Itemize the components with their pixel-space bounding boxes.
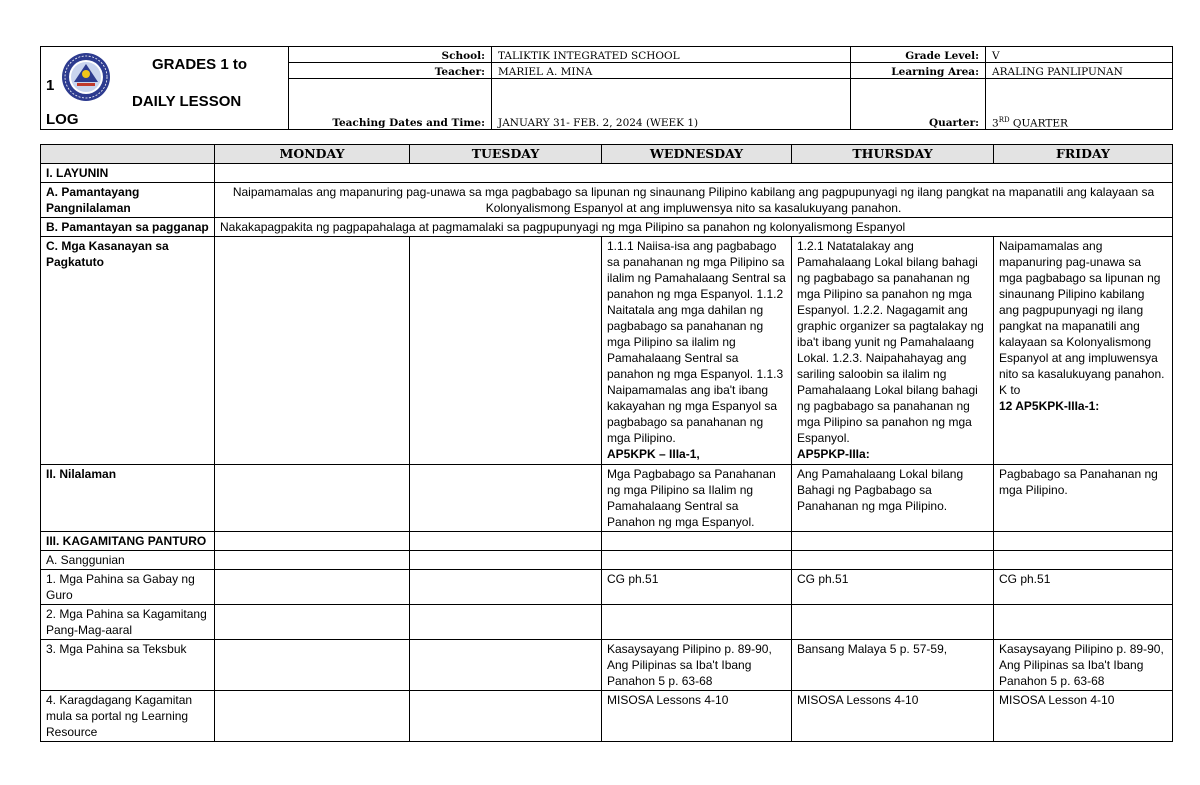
kasanayan-wednesday-code: AP5KPK – IIIa-1, (607, 447, 700, 461)
pamantayan-pagganap-row (41, 218, 1173, 237)
karagdagang-kagamitan-row (41, 691, 1173, 742)
teacher-value: MARIEL A. MINA (492, 63, 851, 79)
corner-cell (41, 145, 215, 164)
deped-seal-logo (61, 52, 111, 102)
nilalaman-row (41, 465, 1173, 532)
logo-title-cell (41, 47, 289, 130)
day-monday: MONDAY (215, 145, 410, 164)
kasanayan-tuesday (410, 237, 602, 465)
layunin-label: I. LAYUNIN (41, 164, 215, 183)
nilalaman-friday: Pagbabago sa Panahanan ng mga Pilipino. (994, 465, 1173, 532)
kasanayan-label: C. Mga Kasanayan sa Pagkatuto (41, 237, 215, 465)
kagamitang-mag-aaral-label: 2. Mga Pahina sa Kagamitang Pang-Mag-aaral (41, 605, 215, 640)
teacher-label: Teacher: (289, 63, 492, 79)
teksbuk-friday: Kasaysayang Pilipino p. 89-90, Ang Pilipinas sa Iba't Ibang Panahon 5 p. 63-68 (994, 640, 1173, 691)
day-thursday: THURSDAY (792, 145, 994, 164)
day-wednesday: WEDNESDAY (602, 145, 792, 164)
sanggunian-row (41, 551, 1173, 570)
teaching-dates-value: JANUARY 31- FEB. 2, 2024 (WEEK 1) (492, 79, 851, 130)
kasanayan-friday (994, 237, 1173, 465)
kagamitan-label: III. KAGAMITANG PANTURO (41, 532, 215, 551)
layunin-row (41, 164, 1173, 183)
karagdagang-kagamitan-wednesday: MISOSA Lessons 4-10 (602, 691, 792, 742)
karagdagang-kagamitan-friday: MISOSA Lesson 4-10 (994, 691, 1173, 742)
title-line-1: GRADES 1 to (152, 56, 248, 73)
school-label: School: (289, 47, 492, 63)
pamantayan-pagganap-text: Nakakapagpakita ng pagpapahalaga at pagmamalaki sa pagpupunyagi ng mga Pilipino sa panahon ng kolonyalismong Espanyol (215, 218, 1173, 237)
teksbuk-row (41, 640, 1173, 691)
teksbuk-thursday: Bansang Malaya 5 p. 57-59, (792, 640, 994, 691)
karagdagang-kagamitan-thursday: MISOSA Lessons 4-10 (792, 691, 994, 742)
kasanayan-thursday-text: 1.2.1 Natatalakay ang Pamahalaang Lokal bilang bahagi ng pagbabago sa panahanan ng mga Pilipino sa panahon ng mga Espanyol. 1.2.2. Nagagamit ang graphic organizer sa pagtalakay ng iba't ibang yunit ng Pamahalaang Lokal. 1.2.3. Naipahahayag ang sariling saloobin sa ilalim ng Pamahalaang Lokal bilang bahagi ng pagbabago sa panahanan ng mga Pilipino sa panahon ng mga Espanyol. (797, 239, 984, 445)
kagamitang-mag-aaral-row (41, 605, 1173, 640)
grade-number: 1 (46, 77, 55, 94)
teaching-dates-label: Teaching Dates and Time: (289, 79, 492, 130)
day-friday: FRIDAY (994, 145, 1173, 164)
quarter-suffix: RD (998, 115, 1010, 124)
learning-area-value: ARALING PANLIPUNAN (986, 63, 1173, 79)
learning-area-label: Learning Area: (851, 63, 986, 79)
gabay-guro-wednesday: CG ph.51 (602, 570, 792, 605)
nilalaman-label: II. Nilalaman (41, 465, 215, 532)
kasanayan-wednesday (602, 237, 792, 465)
pamantayan-pagganap-label: B. Pamantayan sa pagganap (41, 218, 215, 237)
layunin-empty (215, 164, 1173, 183)
karagdagang-kagamitan-label: 4. Karagdagang Kagamitan mula sa portal ng Learning Resource (41, 691, 215, 742)
pamantayang-pangnilalaman-label: A. Pamantayang Pangnilalaman (41, 183, 215, 218)
pamantayang-pangnilalaman-text: Naipamamalas ang mapanuring pag-unawa sa mga pagbabago sa lipunan ng sinaunang Pilipino kabilang ang pagpupunyagi ng ilang pangkat na mapanatili ang kalayaan sa Kolonyalismong Espanyol at ang impluwensya nito sa kasalukuyang panahon. (215, 183, 1173, 218)
kagamitan-row (41, 532, 1173, 551)
quarter-number: 3 (992, 117, 999, 129)
kasanayan-friday-code: 12 AP5KPK-IIIa-1: (999, 399, 1100, 413)
quarter-text: QUARTER (1009, 117, 1068, 129)
pamantayang-pangnilalaman-row (41, 183, 1173, 218)
kasanayan-thursday-code: AP5PKP-IIIa: (797, 447, 870, 461)
grade-level-value: V (986, 47, 1173, 63)
teksbuk-label: 3. Mga Pahina sa Teksbuk (41, 640, 215, 691)
nilalaman-thursday: Ang Pamahalaang Lokal bilang Bahagi ng Pagbabago sa Panahanan ng mga Pilipino. (792, 465, 994, 532)
day-tuesday: TUESDAY (410, 145, 602, 164)
school-value: TALIKTIK INTEGRATED SCHOOL (492, 47, 851, 63)
kasanayan-row (41, 237, 1173, 465)
title-line-2: DAILY LESSON (132, 93, 242, 110)
quarter-label: Quarter: (851, 79, 986, 130)
sanggunian-label: A. Sanggunian (41, 551, 215, 570)
title-line-3: LOG (46, 111, 79, 128)
gabay-guro-friday: CG ph.51 (994, 570, 1173, 605)
nilalaman-tuesday (410, 465, 602, 532)
nilalaman-wednesday: Mga Pagbabago sa Panahanan ng mga Pilipino sa Ilalim ng Pamahalaang Sentral sa Panahon ng mga Espanyol. (602, 465, 792, 532)
quarter-value (986, 79, 1173, 130)
gabay-guro-label: 1. Mga Pahina sa Gabay ng Guro (41, 570, 215, 605)
days-header-row (41, 145, 1173, 164)
gabay-guro-row (41, 570, 1173, 605)
kasanayan-monday (215, 237, 410, 465)
nilalaman-monday (215, 465, 410, 532)
kasanayan-thursday (792, 237, 994, 465)
kasanayan-friday-text: Naipamamalas ang mapanuring pag-unawa sa mga pagbabago sa lipunan ng sinaunang Pilipino kabilang ang pagpupunyagi ng ilang pangkat na mapanatili ang kalayaan sa Kolonyalismong Espanyol at ang impluwensya nito sa kasalukuyang panahon. K to (999, 239, 1165, 397)
grade-level-label: Grade Level: (851, 47, 986, 63)
teksbuk-wednesday: Kasaysayang Pilipino p. 89-90, Ang Pilipinas sa Iba't Ibang Panahon 5 p. 63-68 (602, 640, 792, 691)
lesson-grid (40, 144, 1173, 742)
gabay-guro-thursday: CG ph.51 (792, 570, 994, 605)
header-table (40, 46, 1173, 130)
kasanayan-wednesday-text: 1.1.1 Naiisa-isa ang pagbabago sa panahanan ng mga Pilipino sa ilalim ng Pamahalaang Sentral sa panahon ng mga Espanyol. 1.1.2 Naitatala ang mga dahilan ng pagbabago sa panahanan ng mga Pilipino sa ilalim ng Pamahalaang Sentral sa panahon ng mga Espanyol. 1.1.3 Naipamamalas ang iba't ibang kakayahan ng mga Espanyol sa pagbabago sa panahanan ng mga Pilipino. (607, 239, 786, 445)
